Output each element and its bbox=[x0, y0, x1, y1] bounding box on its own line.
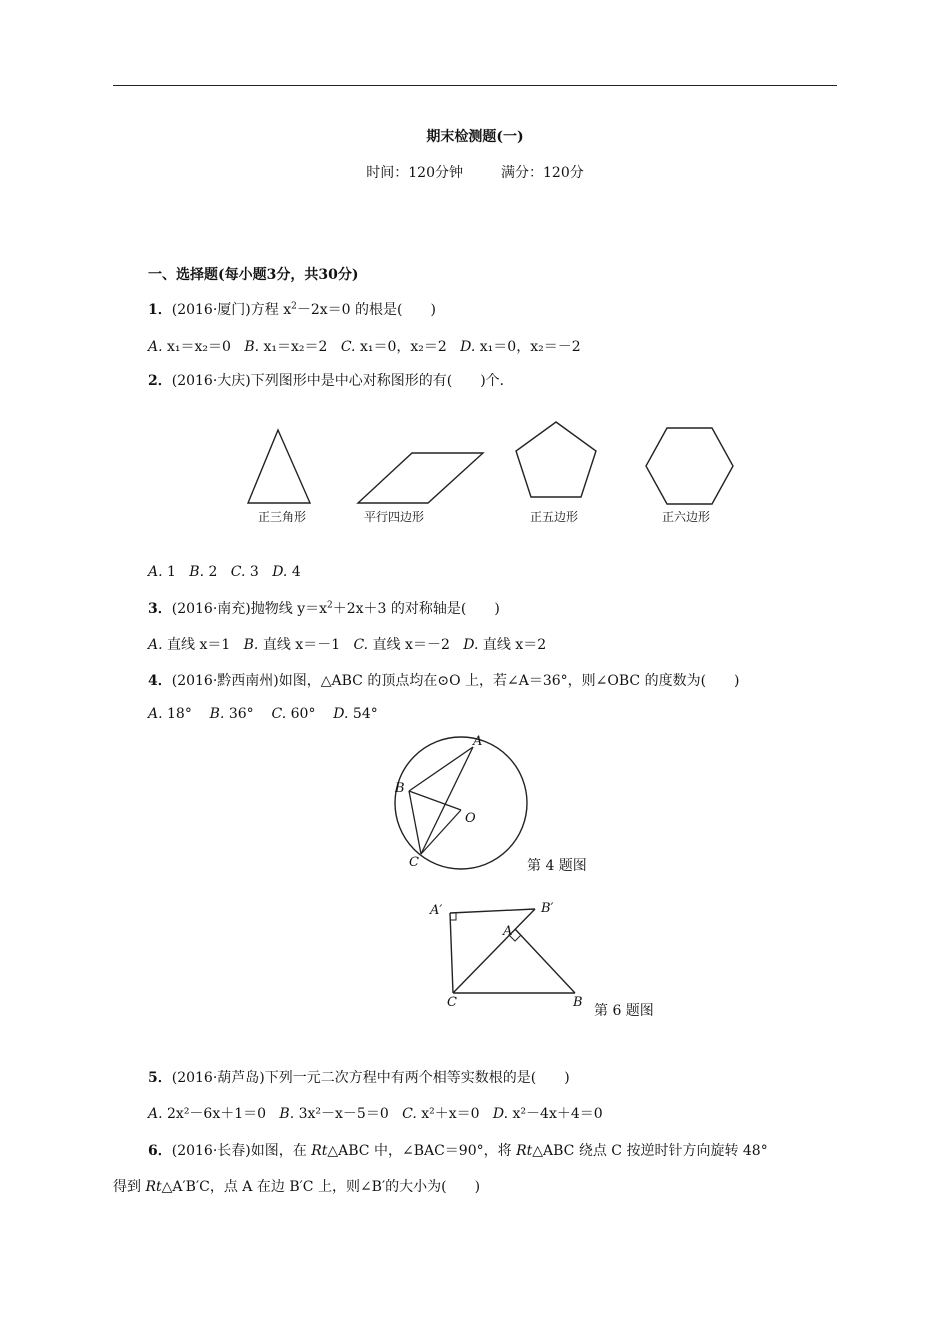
parallelogram-shape bbox=[358, 453, 483, 503]
segment-bc bbox=[409, 791, 421, 854]
label-b: B bbox=[395, 781, 405, 796]
segment-ab bbox=[515, 929, 575, 993]
shape-label-pentagon: 正五边形 bbox=[530, 510, 579, 524]
label-o: O bbox=[465, 811, 476, 826]
question-6-line-2: 得到 Rt△A′B′C，点 A 在边 B′C 上，则∠B′的大小为( ) bbox=[113, 1179, 481, 1195]
question-1: 1．(2016·厦门)方程 $x^2-2x=0$ 的根是( ) bbox=[148, 301, 436, 318]
segment-co bbox=[421, 810, 461, 854]
question-1-options: A. x₁＝x₂＝0 B. x₁＝x₂＝2 C. x₁＝0，x₂＝2 D. x₁＝0，x₂＝－2 bbox=[148, 339, 581, 355]
page-title: 期末检测题(一) bbox=[426, 129, 524, 145]
shape-label-hexagon: 正六边形 bbox=[662, 510, 711, 524]
question-4-options: A. 18° B. 36° C. 60° D. 54° bbox=[148, 706, 378, 722]
label-c: C bbox=[447, 995, 457, 1008]
q6-figure-caption: 第 6 题图 bbox=[594, 1003, 654, 1019]
circle-o bbox=[395, 737, 527, 869]
question-5-options: A. 2x²－6x＋1＝0 B. 3x²－x－5＝0 C. x²＋x＝0 D. x²－4x＋4＝0 bbox=[148, 1106, 603, 1122]
section-heading: 一、选择题(每小题3分，共30分) bbox=[148, 267, 359, 283]
q6-rotation-figure bbox=[425, 898, 600, 1008]
regular-hexagon-shape bbox=[646, 428, 733, 504]
shape-label-triangle: 正三角形 bbox=[258, 510, 307, 524]
question-2: 2．(2016·大庆)下列图形中是中心对称图形的有( )个． bbox=[148, 373, 514, 389]
shape-label-parallelogram: 平行四边形 bbox=[364, 510, 425, 524]
segment-ab bbox=[409, 747, 473, 791]
regular-pentagon-shape bbox=[516, 422, 596, 497]
q4-figure-caption: 第 4 题图 bbox=[527, 858, 587, 874]
header-rule bbox=[113, 85, 837, 86]
segment-ac bbox=[421, 747, 473, 854]
label-c: C bbox=[409, 855, 419, 870]
question-3: 3．(2016·南充)抛物线 $y=x^2+2x+3$ 的对称轴是( ) bbox=[148, 600, 500, 617]
exam-meta bbox=[0, 162, 950, 182]
exam-score: 满分：120分 bbox=[501, 165, 584, 181]
label-b: B bbox=[573, 995, 583, 1008]
question-4: 4．(2016·黔西南州)如图，△ABC 的顶点均在⊙O 上，若∠A＝36°，则∠OBC 的度数为( ) bbox=[148, 673, 740, 689]
segment-a1c bbox=[450, 913, 453, 993]
q2-shapes-figure bbox=[230, 415, 750, 515]
segment-b1c bbox=[453, 909, 535, 993]
label-a: A bbox=[503, 924, 513, 939]
segment-bo bbox=[409, 791, 461, 810]
question-3-options: A. 直线 x＝1 B. 直线 x＝－1 C. 直线 x＝－2 D. 直线 x＝2 bbox=[148, 637, 547, 653]
question-5: 5．(2016·葫芦岛)下列一元二次方程中有两个相等实数根的是( ) bbox=[148, 1070, 570, 1086]
equilateral-triangle-shape bbox=[248, 430, 310, 503]
exam-time: 时间：120分钟 bbox=[366, 165, 463, 181]
question-2-options: A. 1 B. 2 C. 3 D. 4 bbox=[148, 564, 301, 580]
question-6-line-1: 6．(2016·长春)如图，在 Rt△ABC 中，∠BAC＝90°，将 Rt△ABC 绕点 C 按逆时针方向旋转 48° bbox=[148, 1143, 768, 1159]
q4-circle-figure bbox=[385, 730, 545, 875]
label-a1: A′ bbox=[430, 903, 443, 918]
label-b1: B′ bbox=[541, 901, 554, 916]
segment-a1b1 bbox=[450, 909, 535, 913]
label-a: A bbox=[473, 734, 483, 749]
